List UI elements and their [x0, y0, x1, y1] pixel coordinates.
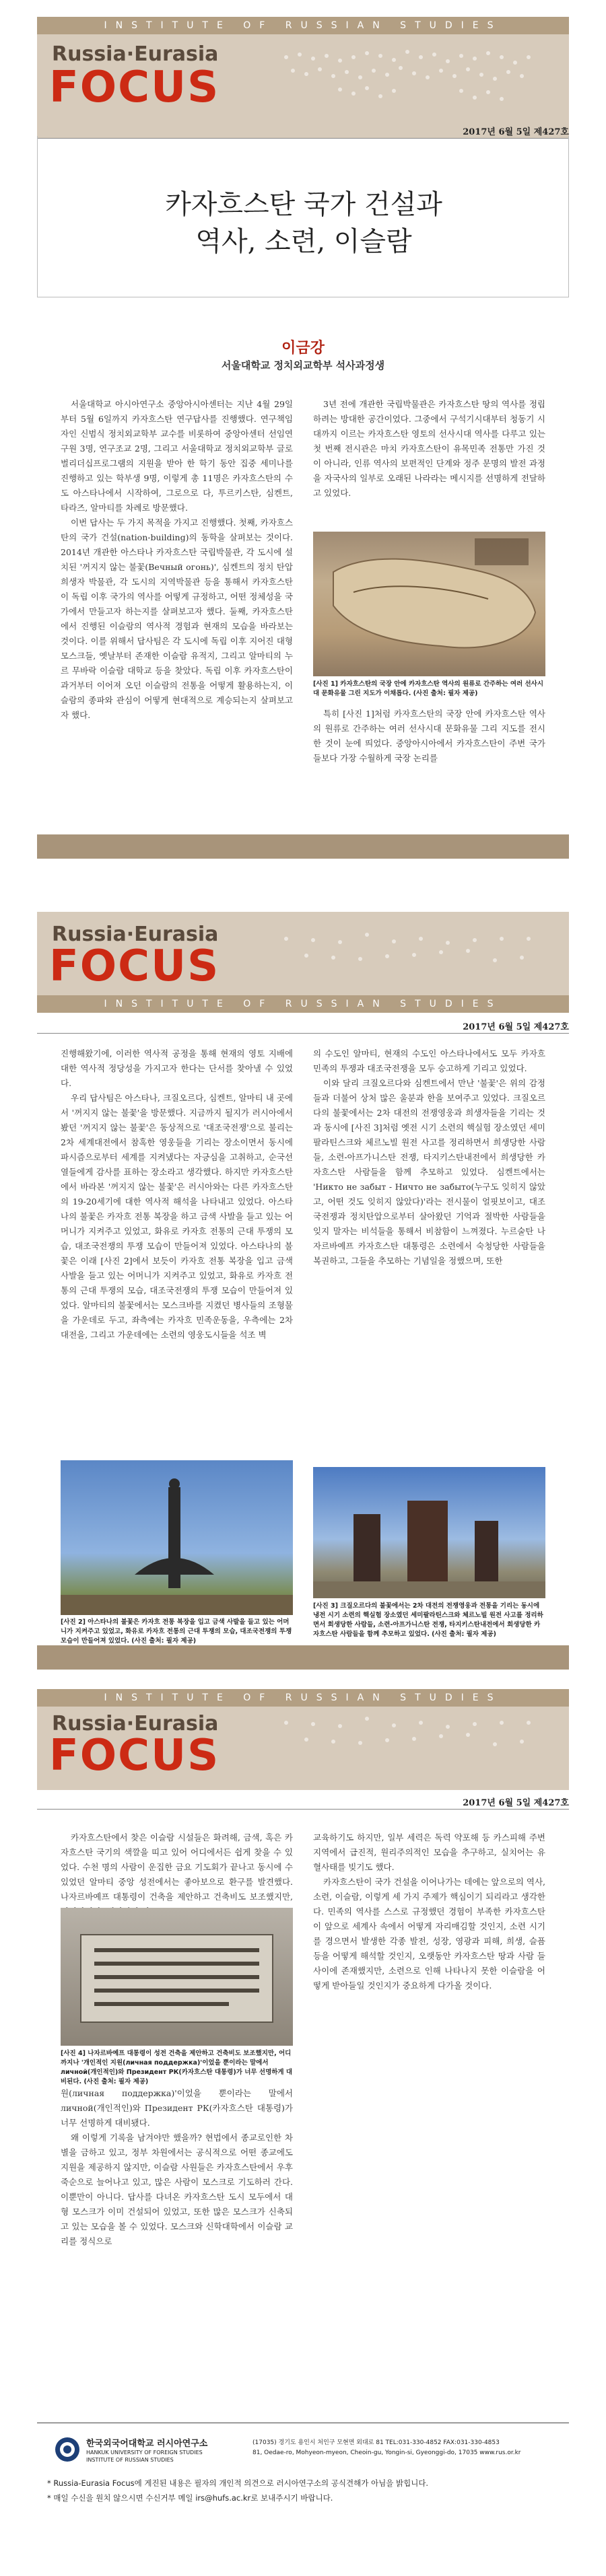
paragraph: 이와 달리 크질오르다와 심켄트에서 만난 '불꽃'은 위의 감정들과 더불어 상처 많은 울분과 한을 보여주고 있었다. 크질오르다의 불꽃에서는 2차 대전의 전쟁영웅과 희생자들을 기리는 것과 동시에 [사진 3]처럼 옛전 시기 소련의 핵실험 장소였던 세미팔라틴스크와 체르노빌 원전 사고를 정리하면서 희생당한 사람들, 소련-아프가니스탄 전쟁, 타지키스탄내전에서 희생당한 카자흐스탄 사람들을 함께 추모하고 있었다. 심켄트에서는 'Никто не забыт - Ничто не забыто(누구도 잊히지 않았고, 어떤 것도 잊히지 않았다)'라는 전시물이 얼핏보이고, 대조국전쟁과 정치탄압으로부터 살아왔던 기억과 절박한 사람들을 잊지 말자는 비석들을 통해서 비참함이 느껴졌다. 누르술탄 나자르바예프 카자흐스탄 대통령은 소련에서 숙청당한 사람들을 복권하고, 그들을 추모하는 기념일을 정했으며, 또한 [313, 1078, 545, 1266]
paragraph: 진행해왔기에, 이러한 역사적 공정을 통해 현재의 영토 지배에 대한 역사적 정당성을 가지고자 한다는 단서를 찾아낼 수 있었다. [61, 1048, 293, 1088]
disclaimer: * Russia-Eurasia Focus에 게진된 내용은 필자의 개인적 의견으로 러시아연구소의 공식견해가 아님을 밝힙니다. [47, 2478, 429, 2488]
paragraph: 서울대학교 아시아연구소 중앙아시아센터는 지난 4월 29일부터 5월 6일까지 카자흐스탄 연구답사를 진행했다. 연구책임자인 신범식 정치외교학부 교수를 비롯하여 중앙아센터 선임연구원 3명, 연구조교 2명, 그리고 서울대학교 정치외교학부 글로벌리더십프로그램의 지원을 받아 한 학기 동안 집중 세미나를 진행하고 있는 학부생 9명, 이렇게 총 11명은 카자흐스탄의 수도 아스타나에서 시작하여, 그로으로 다, 투르키스탄, 심켄트, 타라즈, 알마티를 차례로 방문했다. [61, 399, 293, 513]
paragraph: 카자흐스탄에서 찾은 이슬람 시설들은 화려해, 금색, 혹은 카자흐스탄 국기의 색깔을 띠고 있어 어디에서든 쉽게 찾을 수 있었다. 수천 명의 사람이 운집한 금요 기도회가 끝나고 동시에 수 있었던 알마티 중앙 성전에서는 좋아보으로 환구를 발견했다. 나자르바예프 대통령이 건축을 제안하고 건축비도 보조했지만, [61, 1832, 293, 1902]
institute-banner: INSTITUTE OF RUSSIAN STUDIES [37, 1689, 569, 1707]
page1-right-column [313, 397, 545, 501]
page3-left-column-b [61, 2086, 293, 2249]
photo-2 [61, 1460, 293, 1615]
paragraph: 3년 전에 개관한 국립박물관은 카자흐스탄 땅의 역사를 정립하려는 방대한 공간이었다. 그중에서 구석기시대부터 청동기 시대까지 이르는 카자흐스탄 영토의 선사시대 역사를 다루고 있는 첫 번째 전시관은 마치 카자흐스탄이 유목민족 전통만 가진 것이 아니라, 인류 역사의 보편적인 단계와 정주 문명의 발전 과정을 자국사의 일부로 오래된 나라라는 메시지를 선명하게 전달하고 있었다. [313, 399, 545, 498]
author-affiliation: 서울대학교 정치외교학부 석사과정생 [221, 359, 385, 371]
photo-4-caption: [사진 4] 나자르바예프 대통령이 성전 건축을 제안하고 건축비도 보조했지만, 어디까지나 '개인적인 지원(личная поддержка)'이었을 뿐이라는 말에서 личной(개인적인)와 Президент РК(카자흐스탄 대통령)가 너무 선명하게 대비된다. (사진 출처: 필자 제공) [61, 2050, 293, 2085]
footer-org-en1: HANKUK UNIVERSITY OF FOREIGN STUDIES [86, 2449, 203, 2456]
brand-title: FOCUS [49, 1731, 220, 1781]
page1-right-column-b [313, 707, 545, 766]
paragraph: 우리 답사팀은 아스타나, 크질오르다, 심켄트, 알마티 내 곳에서 '꺼지지 않는 불꽃'을 방문했다. 지금까지 될지가 러시아에서 봤던 '꺼지지 않는 불꽃'은 동상적으로 '대조국전쟁'으로 불리는 2차 세계대전에서 참혹한 영웅들을 기리는 장소이면서 동시에 파시즘으로부터 세계를 지켜냈다는 자긍심을 고취하고, 순국선열들에게 감사를 표하는 장소라고 생각했다. 하지만 카자흐스탄에서 바라본 '꺼지지 않는 불꽃'은 러시아와는 다른 카자흐스탄의 19-20세기에 대한 역사적 해석을 나타내고 있었다. 아스타나의 불꽃은 카자흐 전통 복장을 하고 금색 사발을 들고 있는 어머니가 지켜주고 있었고, 화유로 카자흐 전통의 근대 투쟁의 모습, 대조국전쟁의 투쟁 모습이 만들어져 있었다. 아스타나의 불꽃은 이래 [사진 2]에서 보듯이 카자흐 전통 복장을 입고 금색 사발을 들고 있는 어머니가 지켜주고 있었고, 화유로 카자흐 전통의 근대 투쟁의 모습, 대조국전쟁의 투쟁 모습이 만들어져 있었다. 알마티의 불꽃에서는 모스크바를 지켰던 병사들의 조형물을 가운데로 두고, 좌측에는 카자흐 민족운동을, 우측에는 2차대전을, 그리고 가운데에는 소련의 영웅도시들을 석조 벽 [61, 1093, 293, 1340]
page-separator [37, 834, 569, 859]
masthead-2 [37, 912, 569, 1013]
brand-title: FOCUS [49, 63, 220, 112]
photo-1-caption: [사진 1] 카자흐스탄의 국장 안에 카자흐스탄 역사의 원류로 간주하는 여러 선사시대 문화유물 그린 지도가 이채롭다. (사진 출처: 필자 제공) [313, 680, 544, 697]
footer-org-name: 한국외국어대학교 러시아연구소 [86, 2439, 208, 2449]
world-map-graphic [259, 1703, 556, 1783]
page-separator [37, 1645, 569, 1670]
issue-date: 2017년 6월 5일 제427호 [463, 1798, 569, 1808]
brand-subtitle: Russia·Eurasia [52, 1712, 219, 1736]
brand-subtitle: Russia·Eurasia [52, 923, 219, 946]
footer-address-en: 81, Oedae-ro, Mohyeon-myeon, Cheoin-gu, Yongin-si, Gyeonggi-do, 17035 www.rus.or.kr [252, 2449, 521, 2456]
author-name: 이금강 [281, 340, 325, 357]
divider [37, 1809, 569, 1810]
article-title-line1: 카자흐스탄 국가 건설과 [165, 189, 442, 220]
masthead-3 [37, 1689, 569, 1790]
paragraph: 원(личная поддержка)'이었을 뿐이라는 말에서 личной(개인적인)와 Президент РК(카자흐스탄 대통령)가 너무 선명하게 대비됐다. [61, 2088, 293, 2128]
paragraph: 이번 답사는 두 가지 목적을 가지고 진행했다. 첫째, 카자흐스탄의 국가 건설(nation-building)의 동학을 살펴보는 것이다. 2014년 개관한 아스타나 카자흐스탄 국립박물관, 각 도시에 설치된 '꺼지지 않는 불꽃(Вечный огонь)', 심켄트의 정치 탄압 희생자 박물관, 각 도시의 지역박물관 등을 통해서 카자흐스탄이 독립 이후 국가의 역사를 어떻게 규정하고, 어떤 정체성을 국가에서 만들고자 하는지를 살펴보고자 했다. 둘째, 카자흐스탄에서 진행된 이슬람의 역사적 경험과 현재의 모습을 바라보는 것이다. 이를 위해서 답사팀은 각 도시에 독립 이후 지어진 대형 모스크들, 옛날부터 존재한 이슬람 유적지, 그리고 알마티의 누르 무바락 이슬람 대학교 등을 찾았다. 독립 이후 카자흐스탄이 과거부터 이어져 오던 이슬람의 전통을 어떻게 활용하는지, 이슬람의 종파와 관심이 어떻게 현대적으로 계승되는지 살펴보고자 했다. [61, 517, 293, 720]
divider [37, 1033, 569, 1034]
page2-left-column [61, 1046, 293, 1343]
photo-4 [61, 1908, 293, 2046]
photo-2-caption: [사진 2] 아스타나의 불꽃은 카자흐 전통 복장을 입고 금색 사발을 들고 있는 어머니가 지켜주고 있었고, 화유로 카자흐 전통의 근대 투쟁의 모습, 대조국전쟁의 투쟁 모습이 만들어져 있었다. (사진 출처: 필자 제공) [61, 1618, 292, 1645]
institute-banner: INSTITUTE OF RUSSIAN STUDIES [37, 17, 569, 34]
photo-3 [313, 1467, 545, 1598]
unsubscribe-note: * 매일 수신을 원치 않으시면 수신거부 메일 irs@hufs.ac.kr로 보내주시기 바랍니다. [47, 2493, 333, 2503]
photo-3-caption: [사진 3] 크질오르다의 불꽃에서는 2차 대전의 전쟁영웅과 전통을 기리는 동시에 냉전 시기 소련의 핵실험 장소였던 세미팔라틴스크와 체르노빌 원전 사고를 정리하면서 희생당한 사람들, 소련-아프가니스탄 전쟁, 타지키스탄내전에서 희생당한 카자흐스탄 사람들을 함께 추모하고 있었다. (사진 출처: 필자 제공) [313, 1602, 543, 1638]
paragraph: 카자흐스탄이 국가 건설을 이어나가는 데에는 앞으로의 역사, 소련, 이슬람, 이렇게 세 가지 주제가 핵심이기 되리라고 생각한다. 민족의 역사를 스스로 규정했던 경험이 부족한 카자흐스탄이 앞으로 세계사 속에서 어떻게 자리매김할 것인지, 소련 시기를 경으면서 발생한 각종 발전, 성장, 영광과 피해, 희생, 슬픔 등을 어떻게 해석할 것인지, 오랫동안 카자흐스탄 땅과 사람 들 사이에 존재했지만, 소련으로 인해 나타나지 못한 이슬람을 어떻게 받아들일 것인지가 중요하게 다가올 것이다. [313, 1877, 545, 1991]
paragraph: 교육하기도 하지만, 일부 세력은 독력 약포해 등 카스피해 주변 지역에서 급진적, 원리주의적인 모습을 추구하고, 실치어는 유혈사태를 빚기도 했다. [313, 1832, 545, 1872]
paragraph: 왜 이렇게 기록을 남겨야만 했을까? 현법에서 종교로인한 차별을 금하고 있고, 정부 차원에서는 공식적으로 어떤 종교에도 지원을 제공하지 않지만, 이슬람 사원들은 카자흐스탄에서 우후죽순으로 늘어나고 있고, 많은 사람이 모스크로 기도하러 간다. 이뿐만이 아니다. 답사를 다녀온 카자흐스탄 도시 모두에서 대형 모스크가 이미 건설되어 있었고, 또한 많은 모스크가 신축되고 있는 모습을 볼 수 있었다. 모스크와 신학대학에서 이슬람 교리를 정식으로 [61, 2133, 293, 2246]
university-emblem-icon [54, 2436, 81, 2463]
brand-title: FOCUS [49, 941, 220, 991]
footer-org-en2: INSTITUTE OF RUSSIAN STUDIES [86, 2457, 174, 2463]
article-title-line2: 역사, 소련, 이슬람 [195, 226, 412, 257]
paragraph: 특히 [사진 1]처럼 카자흐스탄의 국장 안에 카자흐스탄 역사의 원류로 간주하는 여러 선사시대 문화유물 그리 지도를 전시한 것이 눈에 띄었다. 중앙아시아에서 카자흐스탄이 주변 국가들보다 가장 수월하게 국장 논리를 [313, 709, 545, 763]
issue-date: 2017년 6월 5일 제427호 [463, 1022, 569, 1032]
world-map-graphic [259, 37, 556, 118]
page2-right-column [313, 1046, 545, 1268]
title-box [37, 136, 569, 297]
paragraph: 의 수도인 알마티, 현재의 수도인 아스타나에서도 모두 카자흐 민족의 투쟁과 대조국전쟁을 모두 승고하게 기리고 있었다. [313, 1048, 545, 1073]
masthead-1 [37, 17, 569, 138]
issue-date: 2017년 6월 5일 제427호 [463, 127, 569, 137]
page3-left-column [61, 1830, 293, 1919]
institute-banner: INSTITUTE OF RUSSIAN STUDIES [37, 995, 569, 1013]
page1-left-column [61, 397, 293, 723]
footer-address-kr: (17035) 경기도 용인시 처인구 모현면 외대로 81 TEL:031-330-4852 FAX:031-330-4853 [252, 2439, 500, 2446]
page3-right-column [313, 1830, 545, 1993]
world-map-graphic [259, 919, 556, 999]
photo-1 [313, 532, 545, 676]
brand-subtitle: Russia·Eurasia [52, 42, 219, 66]
